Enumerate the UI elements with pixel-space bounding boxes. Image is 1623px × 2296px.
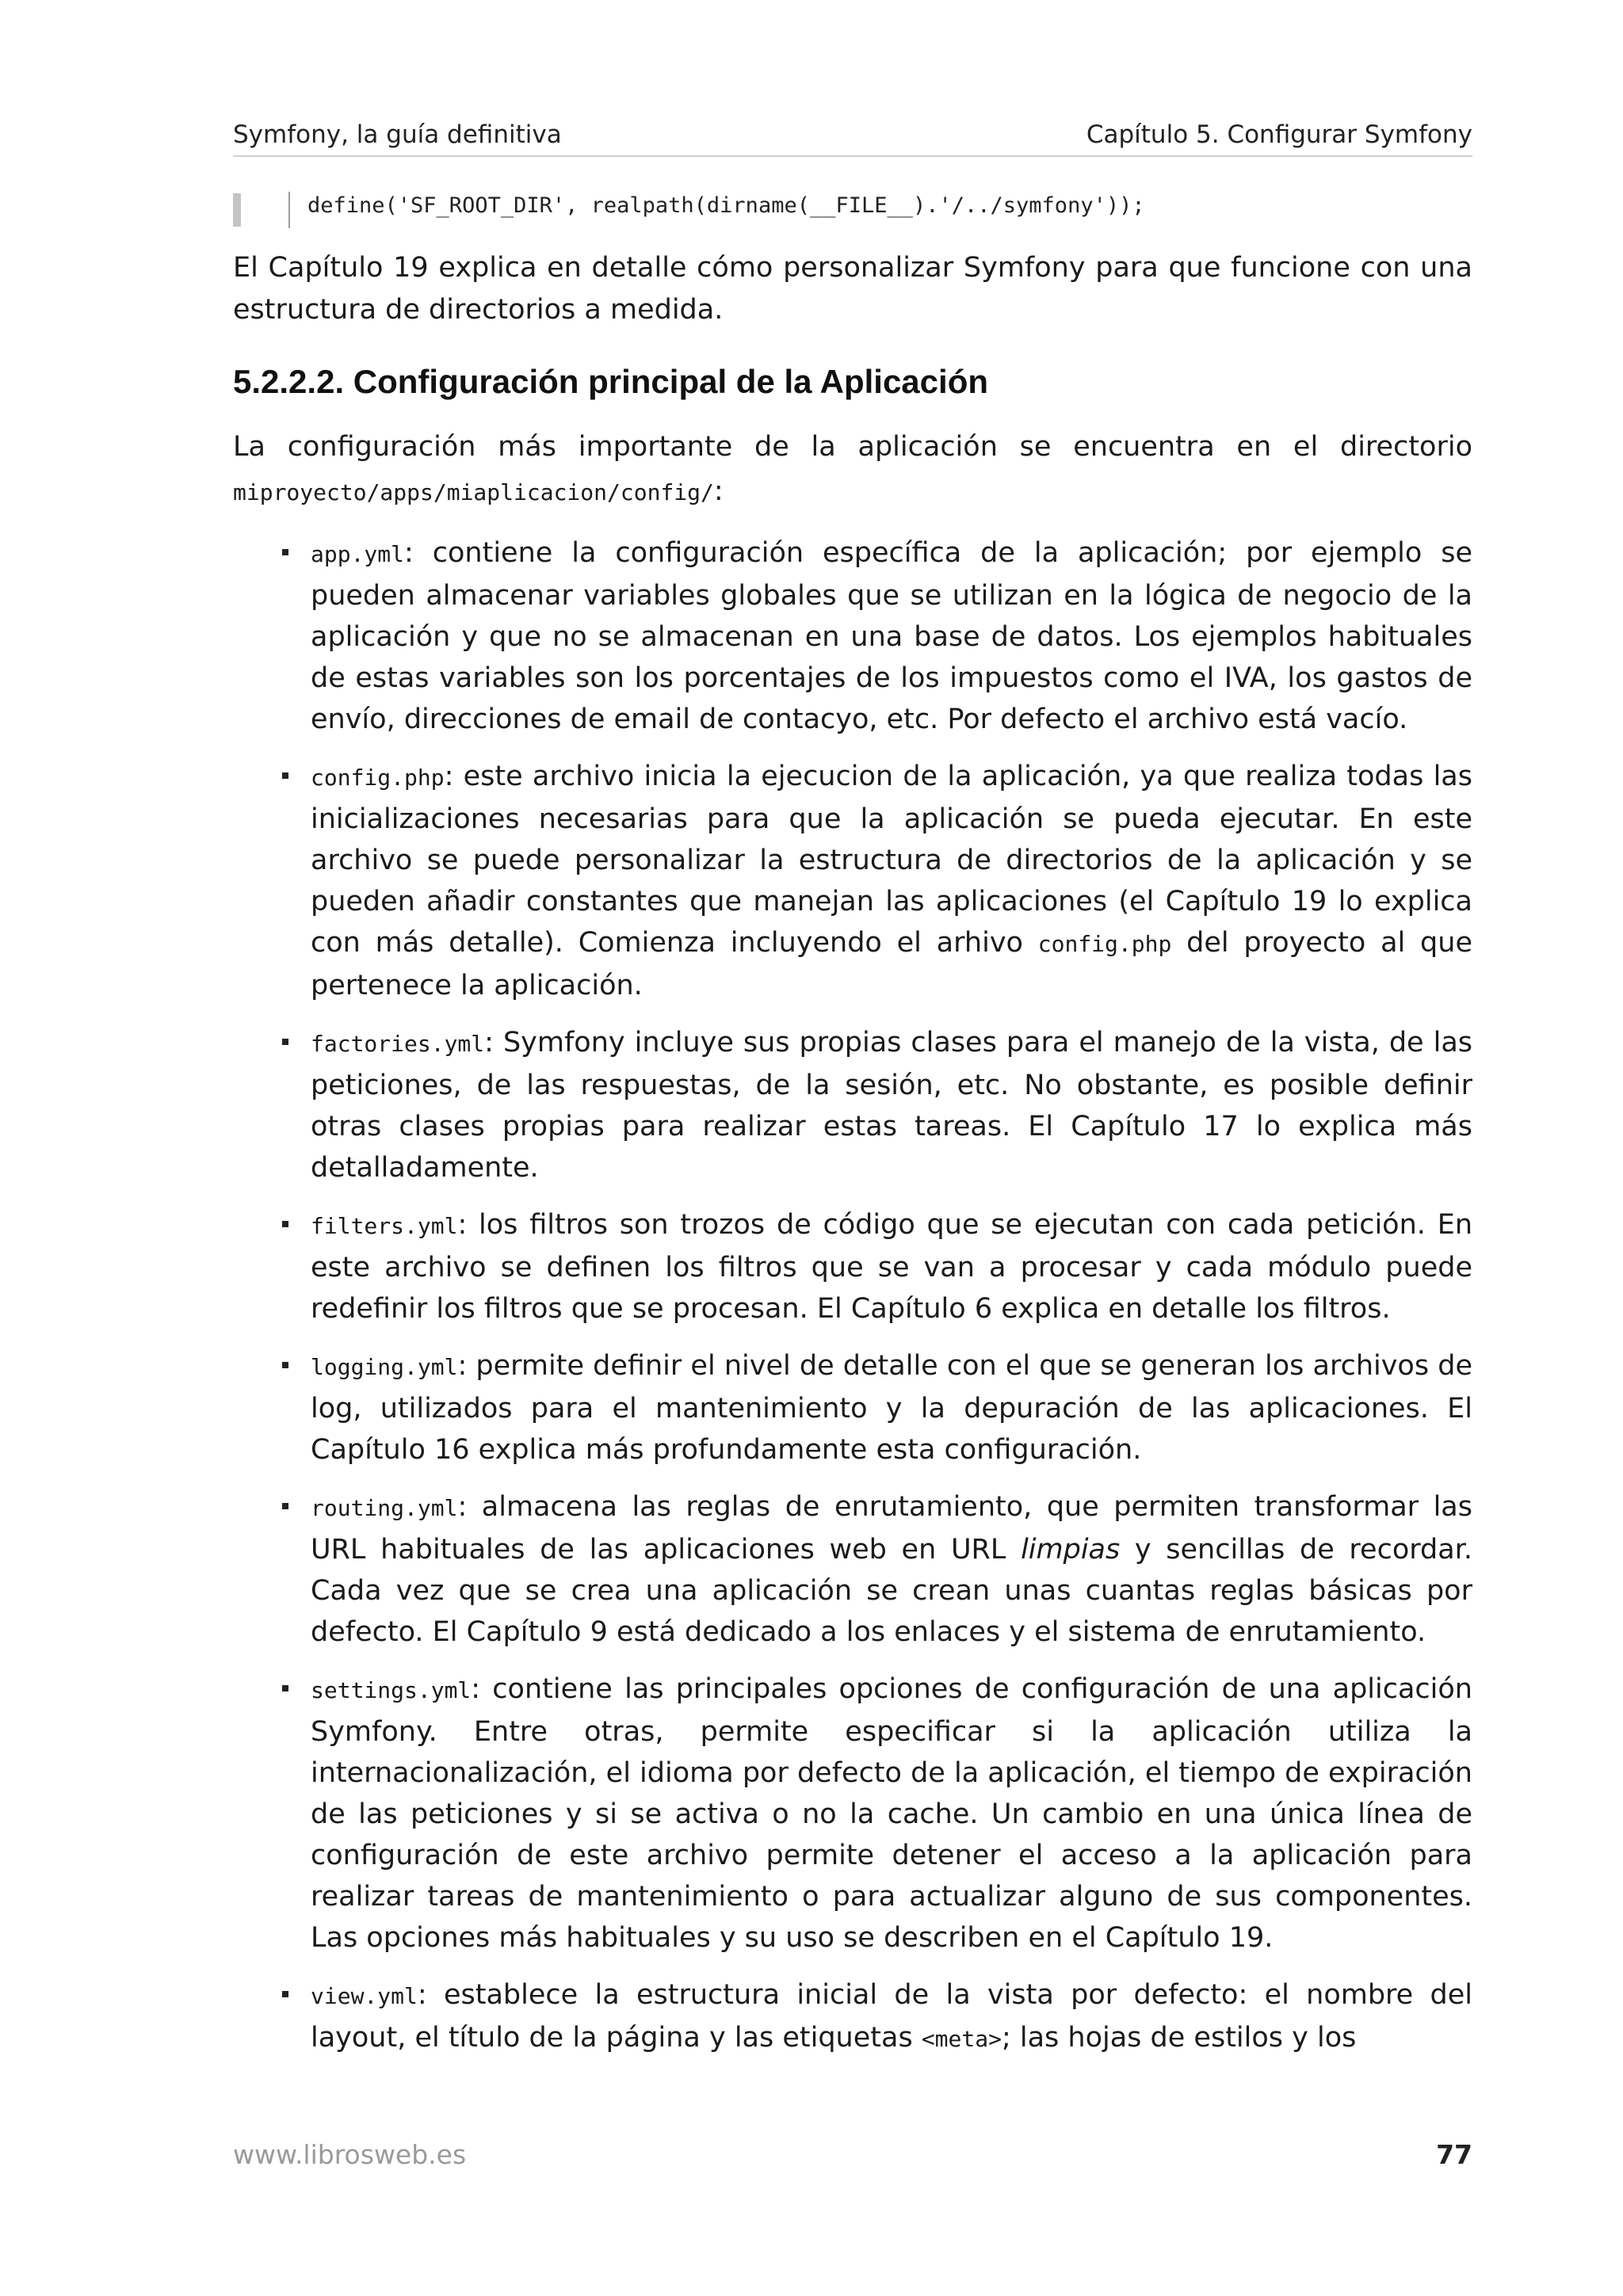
file-name: factories.yml	[311, 1031, 485, 1057]
inline-code: <meta>	[921, 2026, 1002, 2052]
file-name: settings.yml	[311, 1677, 472, 1703]
bullet-icon	[282, 772, 288, 779]
book-title: Symfony, la guía definitiva	[233, 120, 562, 149]
emphasis-text: limpias	[1021, 1534, 1121, 1566]
inline-code: config.php	[1037, 931, 1172, 957]
item-description: : contiene la configuración específica de la aplicación; por ejemplo se pueden almacenar variables globales que se utilizan en la lógica de negocio de la aplicación y que no se almacenan en una base de datos. Los ejemplos habituales de estas variables son los porcentajes de los impuestos como el IVA, los gastos de envío, direcciones de email de contacyo, etc. Por defecto el archivo está vacío.	[311, 537, 1472, 735]
code-line: define('SF_ROOT_DIR', realpath(dirname(__FILE__).'/../symfony'));	[307, 193, 1145, 218]
file-name: logging.yml	[311, 1354, 458, 1380]
bullet-icon	[282, 1991, 288, 1997]
page-number: 77	[1436, 2139, 1472, 2170]
code-block	[233, 190, 1472, 231]
file-name: app.yml	[311, 541, 405, 567]
bullet-icon	[282, 549, 288, 555]
bullet-icon	[282, 1503, 288, 1509]
list-item-view-yml	[311, 1974, 1472, 2060]
bullet-icon	[282, 1039, 288, 1045]
section-heading: 5.2.2.2. Configuración principal de la Aplicación	[233, 363, 988, 400]
file-name: routing.yml	[311, 1495, 458, 1521]
list-item-factories-yml	[311, 1022, 1472, 1188]
page-header	[233, 117, 1472, 157]
item-description: : Symfony incluye sus propias clases para el manejo de la vista, de las peticiones, de las respuestas, de la sesión, etc. No obstante, es posible definir otras clases propias para realizar estas tareas. El Capítulo 17 lo explica más detalladamente.	[311, 1027, 1472, 1184]
bullet-icon	[282, 1221, 288, 1227]
config-path: miproyecto/apps/miaplicacion/config/	[233, 479, 714, 505]
list-item-filters-yml	[311, 1204, 1472, 1329]
item-description-end: del proyecto al que pertenece la aplicación.	[311, 927, 1472, 1001]
footer-site: www.librosweb.es	[233, 2139, 467, 2170]
list-item-settings-yml	[311, 1669, 1472, 1958]
section-intro	[233, 425, 1472, 515]
list-item-app-yml	[311, 532, 1472, 740]
file-name: view.yml	[311, 1983, 418, 2009]
item-description: : permite definir el nivel de detalle con el que se generan los archivos de log, utilizados para el mantenimiento y la depuración de las aplicaciones. El Capítulo 16 explica más profundamente esta configuración.	[311, 1350, 1472, 1466]
item-description: : este archivo inicia la ejecucion de la aplicación, ya que realiza todas las inicializaciones necesarias para que la aplicación se pueda ejecutar. En este archivo se puede personalizar la estructura de directorios de la aplicación y se pueden añadir constantes que manejan las aplicaciones (el Capítulo 19 lo explica con más detalle). Comienza incluyendo el arhivo	[311, 761, 1472, 959]
section-intro-text: La configuración más importante de la aplicación se encuentra en el directorio	[233, 431, 1472, 463]
code-block-marker	[233, 193, 241, 227]
list-item-config-php	[311, 756, 1472, 1006]
bullet-icon	[282, 1685, 288, 1691]
item-description: : contiene las principales opciones de configuración de una aplicación Symfony. Entre otras, permite especificar si la aplicación utiliza la internacionalización, el idioma por defecto de la aplicación, el tiempo de expiración de las peticiones y si se activa o no la cache. Un cambio en una única línea de configuración de este archivo permite detener el acceso a la aplicación para realizar tareas de mantenimiento o para actualizar alguno de sus componentes. Las opciones más habituales y su uso se describen en el Capítulo 19.	[311, 1673, 1472, 1954]
config-file-list	[311, 532, 1472, 2076]
list-item-routing-yml	[311, 1486, 1472, 1653]
item-description: : almacena las reglas de enrutamiento, que permiten transformar las URL habituales de las aplicaciones web en URL	[311, 1491, 1472, 1566]
item-description-end: ; las hojas de estilos y los	[1001, 2022, 1357, 2054]
file-name: config.php	[311, 765, 445, 791]
intro-paragraph: El Capítulo 19 explica en detalle cómo personalizar Symfony para que funcione con una estructura de directorios a medida.	[233, 252, 1472, 326]
item-description: : establece la estructura inicial de la vista por defecto: el nombre del layout, el título de la página y las etiquetas	[311, 1979, 1472, 2054]
code-line-divider	[288, 192, 290, 228]
bullet-icon	[282, 1362, 288, 1368]
list-item-logging-yml	[311, 1345, 1472, 1470]
item-description-end: y sencillas de recordar. Cada vez que se crea una aplicación se crean unas cuantas reglas básicas por defecto. El Capítulo 9 está dedicado a los enlaces y el sistema de enrutamiento.	[311, 1534, 1472, 1648]
file-name: filters.yml	[311, 1213, 458, 1239]
item-description: : los filtros son trozos de código que se ejecutan con cada petición. En este archivo se definen los filtros que se van a procesar y cada módulo puede redefinir los filtros que se procesan. El Capítulo 6 explica en detalle los filtros.	[311, 1209, 1472, 1325]
section-intro-colon: :	[713, 475, 724, 507]
chapter-title: Capítulo 5. Configurar Symfony	[1086, 120, 1472, 149]
